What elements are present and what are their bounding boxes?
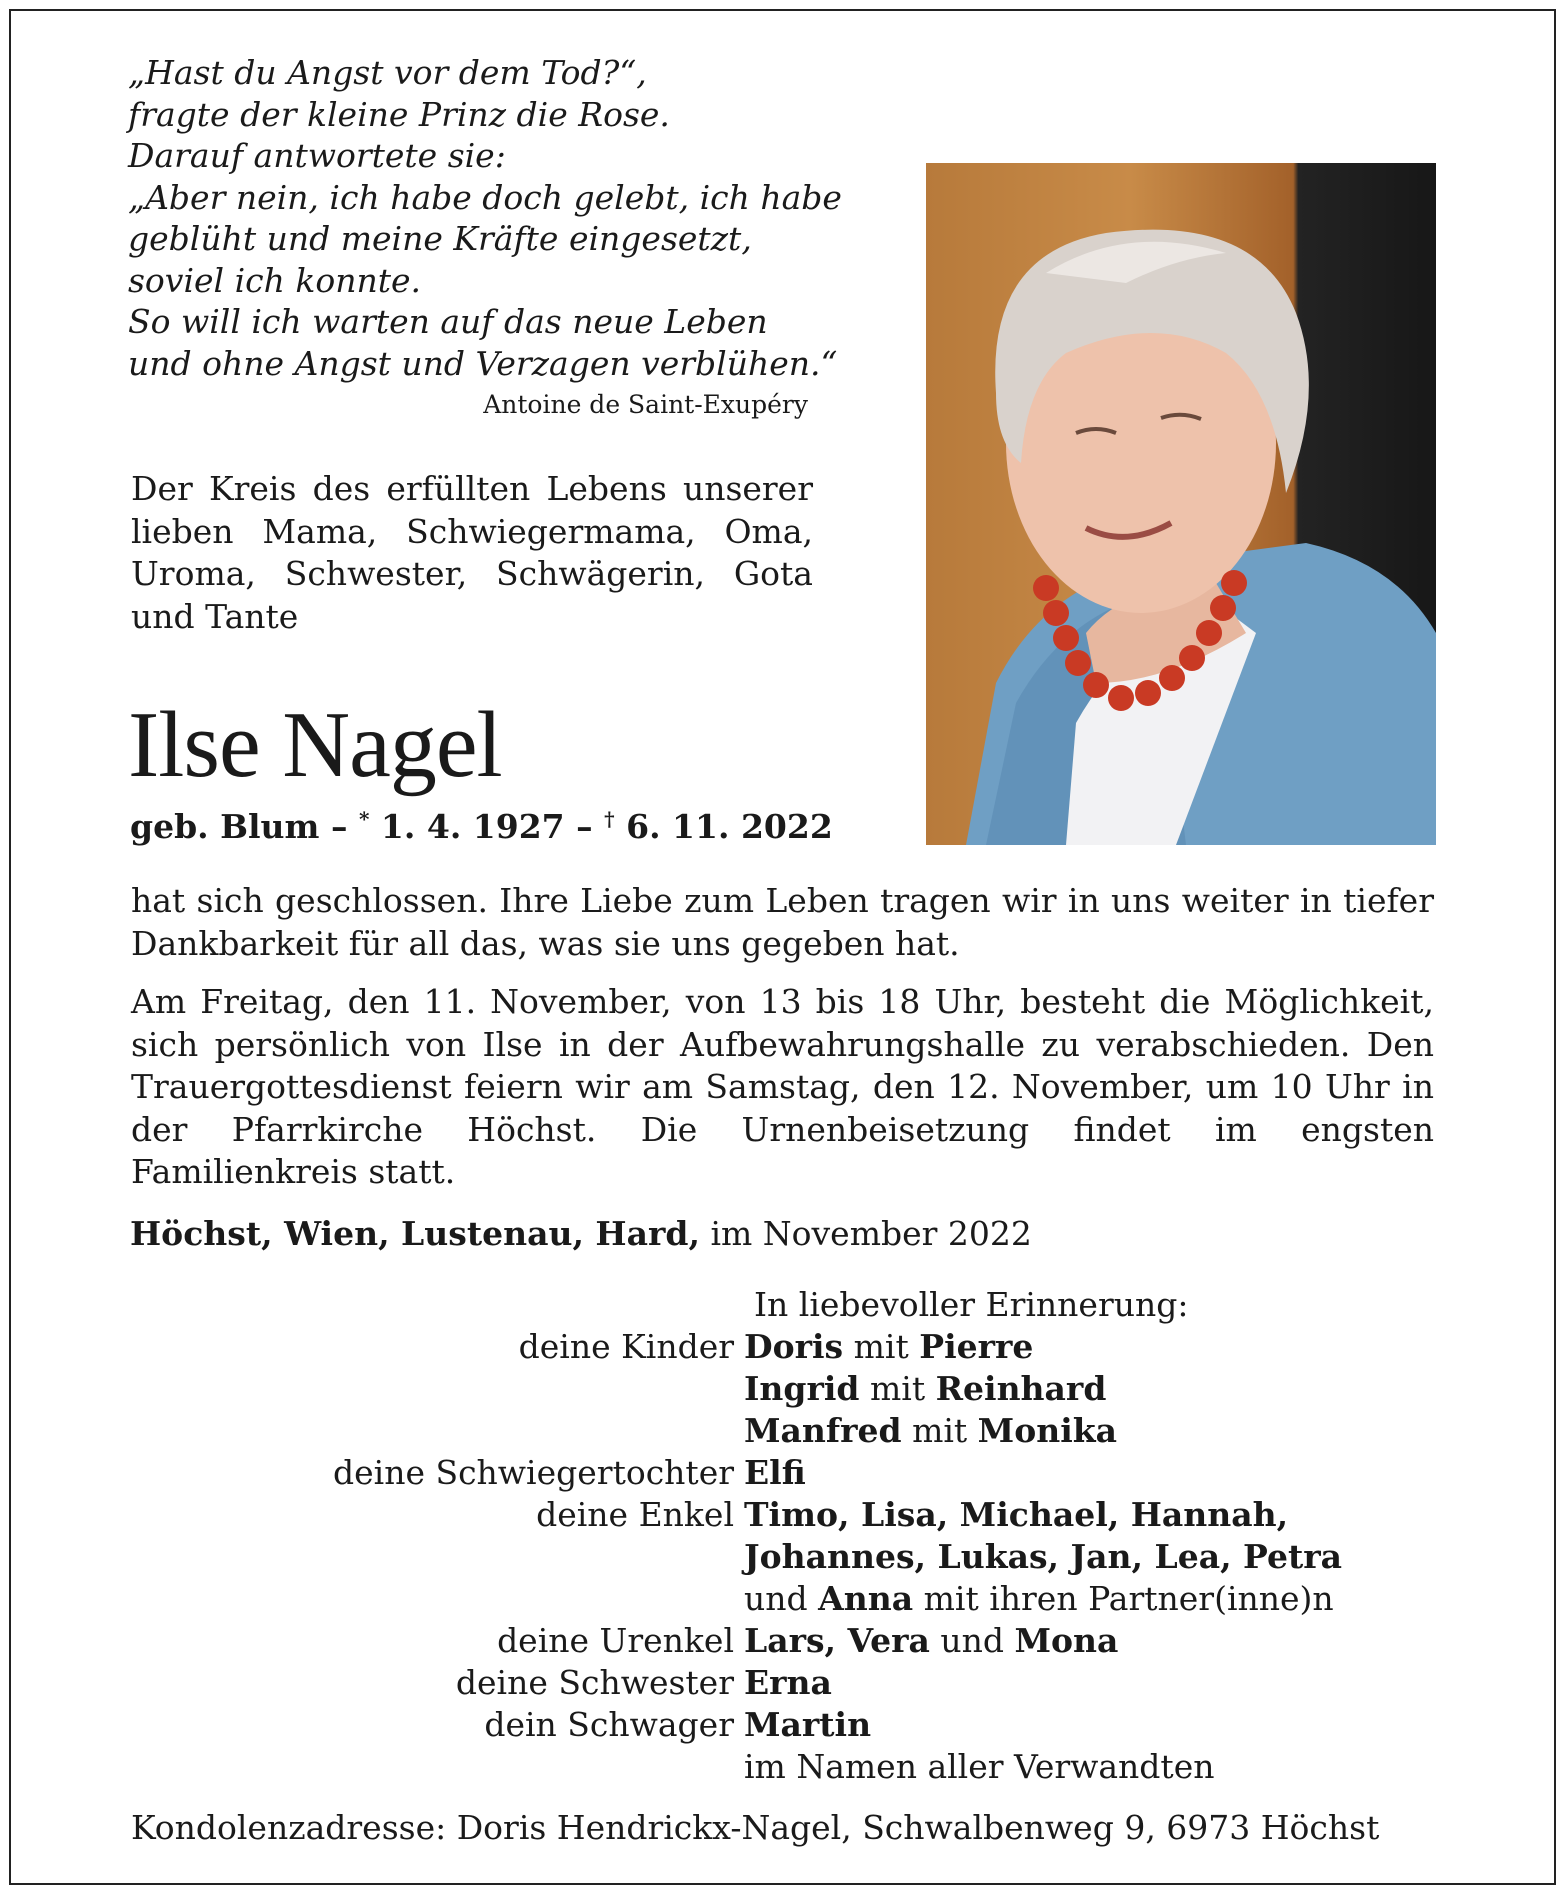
mourner-row <box>130 1326 1440 1368</box>
life-dates: geb. Blum – * 1. 4. 1927 – † 6. 11. 2022 <box>130 807 833 846</box>
deceased-name: Ilse Nagel <box>128 693 502 797</box>
mourner-row <box>130 1746 1440 1788</box>
mourner-row <box>130 1578 1440 1620</box>
quote-line: und ohne Angst und Verzagen verblühen.“ <box>128 343 838 383</box>
relation-label <box>130 1746 744 1788</box>
quote-line: „Hast du Angst vor dem Tod?“, <box>128 53 647 92</box>
quote-line: geblüht und meine Kräfte eingesetzt, <box>128 219 752 258</box>
mourner-row <box>130 1536 1440 1578</box>
relation-label <box>130 1368 744 1410</box>
mourner-names: Doris mit Pierre <box>744 1327 1034 1366</box>
quote-author: Antoine de Saint-Exupéry <box>483 390 808 419</box>
portrait-illustration <box>926 163 1436 845</box>
mourner-row <box>130 1620 1440 1662</box>
mourner-row <box>130 1368 1440 1410</box>
mourner-names: Martin <box>744 1705 872 1744</box>
relation-label: deine Enkel <box>536 1495 734 1534</box>
death-date: 6. 11. 2022 <box>626 807 833 846</box>
quote-line: fragte der kleine Prinz die Rose. <box>128 94 670 134</box>
mourner-names: Johannes, Lukas, Jan, Lea, Petra <box>744 1537 1342 1576</box>
mourner-names: und Anna mit ihren Partner(inne)n <box>744 1579 1334 1618</box>
mourner-names: Erna <box>744 1663 832 1702</box>
relation-label <box>130 1578 744 1620</box>
mourner-row <box>130 1452 1440 1494</box>
relation-label: deine Kinder <box>518 1327 734 1366</box>
relation-label: deine Urenkel <box>497 1621 734 1660</box>
mourner-row <box>130 1704 1440 1746</box>
mourners-heading: In liebevoller Erinnerung: <box>754 1285 1189 1324</box>
death-symbol: † <box>604 807 615 831</box>
mourners-closing: im Namen aller Verwandten <box>744 1747 1215 1786</box>
relation-label: dein Schwager <box>484 1705 734 1744</box>
places-locations: Höchst, Wien, Lustenau, Hard, <box>130 1214 700 1253</box>
portrait-photo <box>926 163 1436 845</box>
mourner-row <box>130 1410 1440 1452</box>
birth-name: geb. Blum <box>130 807 320 846</box>
quote-line: „Aber nein, ich habe doch gelebt, ich habe <box>128 177 842 217</box>
quote-line: So will ich warten auf das neue Leben <box>128 302 768 341</box>
mourner-names: Manfred mit Monika <box>744 1411 1117 1450</box>
places-line <box>130 1214 1032 1253</box>
places-date: im November 2022 <box>710 1214 1032 1253</box>
birth-symbol: * <box>358 807 370 831</box>
mourner-names: Elfi <box>744 1453 806 1492</box>
mourner-row <box>130 1662 1440 1704</box>
mourner-names: Ingrid mit Reinhard <box>744 1369 1107 1408</box>
relation-label <box>130 1536 744 1578</box>
birth-date: 1. 4. 1927 <box>380 807 565 846</box>
mourner-names: Lars, Vera und Mona <box>744 1621 1119 1660</box>
mourner-row <box>130 1494 1440 1536</box>
relation-label <box>130 1410 744 1452</box>
body-text <box>131 880 1434 1210</box>
quote-line: Darauf antwortete sie: <box>128 136 506 175</box>
relation-label: deine Schwester <box>455 1663 734 1702</box>
mourners-list <box>130 1284 1440 1788</box>
quote-block <box>128 52 842 422</box>
body-paragraph: Am Freitag, den 11. November, von 13 bis 18 Uhr, besteht die Möglichkeit, sich persönlich von Ilse in der Aufbewahrungshalle zu verabschieden. Den Trauergottesdienst feiern wir am Samstag, den 12. November, um 10 Uhr in der Pfarrkirche Höchst. Die Urnenbeisetzung findet im engsten Familienkreis statt. <box>131 982 1434 1191</box>
body-paragraph: hat sich geschlossen. Ihre Liebe zum Leben tragen wir in uns weiter in tiefer Dankbarkeit für all das, was sie uns gegeben hat. <box>131 881 1434 963</box>
relation-label: deine Schwiegertochter <box>332 1453 734 1492</box>
intro-text: Der Kreis des erfüllten Lebens unserer lieben Mama, Schwiegermama, Oma, Uroma, Schwester, Schwägerin, Gota und Tante <box>131 469 813 636</box>
quote-line: soviel ich konnte. <box>128 260 422 300</box>
condolence-address: Kondolenzadresse: Doris Hendrickx-Nagel, Schwalbenweg 9, 6973 Höchst <box>131 1808 1380 1847</box>
mourner-names: Timo, Lisa, Michael, Hannah, <box>744 1495 1289 1534</box>
